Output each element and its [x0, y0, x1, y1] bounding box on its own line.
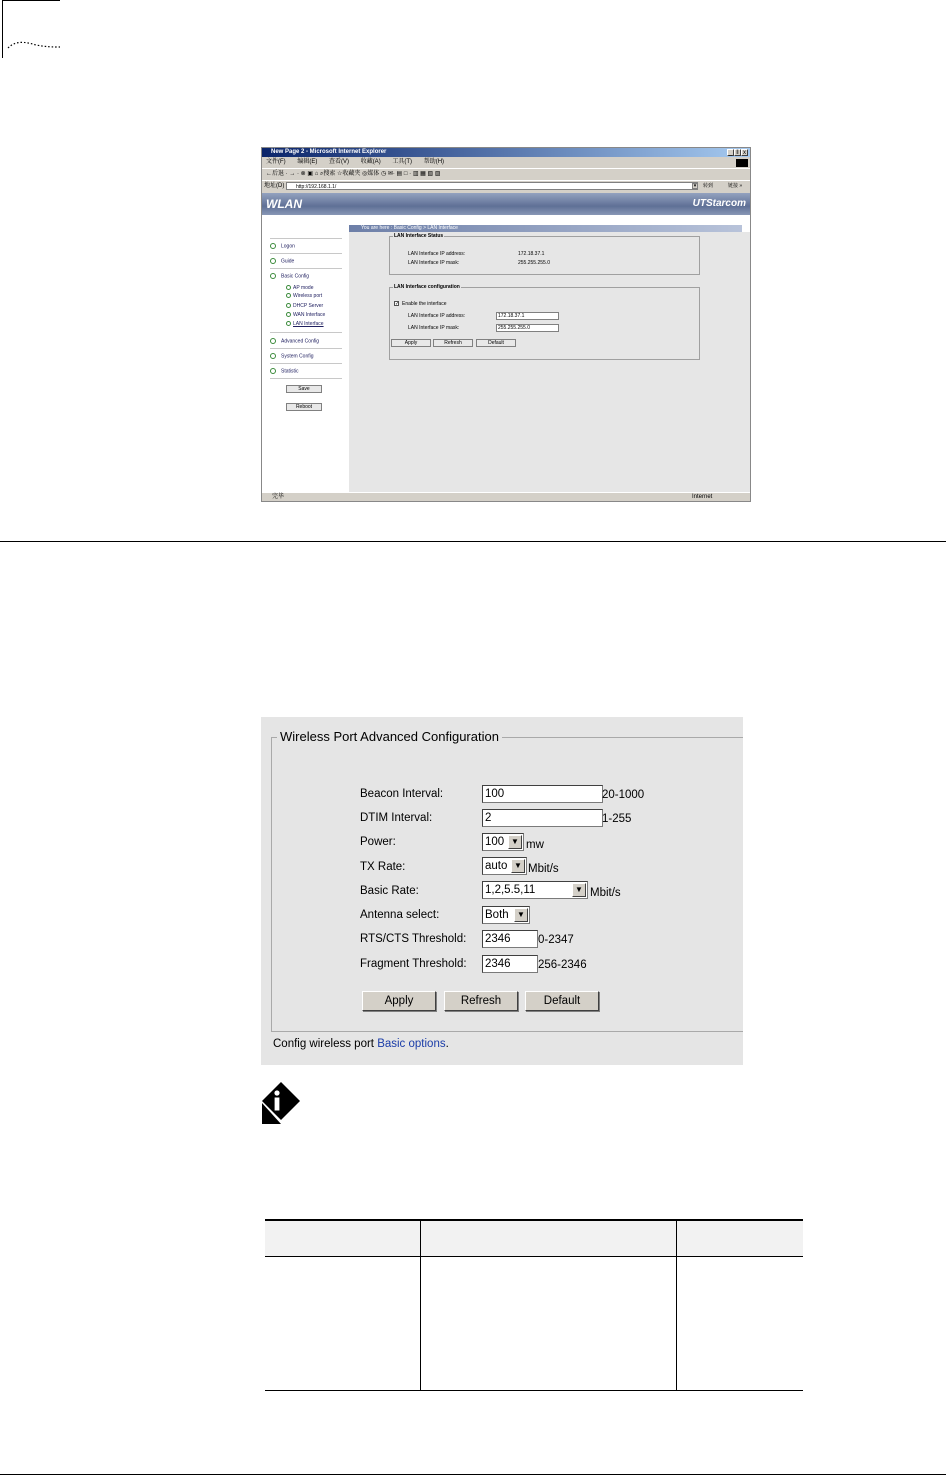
footer-period: . [445, 1038, 449, 1050]
table-header-row [265, 1221, 803, 1256]
note-icon [261, 1081, 301, 1125]
close-button[interactable]: x [743, 150, 746, 156]
tx-rate-unit: Mbit/s [528, 863, 559, 875]
panel-footer [273, 1037, 449, 1051]
antenna-select-label: Antenna select: [360, 909, 440, 921]
chevron-down-icon[interactable]: ▼ [511, 859, 525, 873]
nav-save-button[interactable]: Save [286, 385, 322, 393]
menu-tools[interactable]: 工具(T) [392, 159, 413, 165]
nav-rule [270, 363, 342, 364]
beacon-interval-label: Beacon Interval: [360, 788, 444, 800]
table-column-divider [676, 1221, 677, 1391]
nav-reboot-button[interactable]: Reboot [286, 403, 322, 411]
tx-rate-select[interactable] [482, 857, 527, 875]
dtim-interval-input[interactable]: 2 [482, 809, 603, 827]
nav-ap-mode[interactable]: AP mode [286, 285, 313, 291]
lan-refresh-button[interactable]: Refresh [433, 339, 473, 347]
browser-title-bar [262, 148, 750, 157]
table-column-divider [420, 1221, 421, 1391]
menu-favorites[interactable]: 收藏(A) [360, 159, 381, 165]
nav-advanced-config[interactable]: Advanced Config [270, 338, 319, 345]
nav-statistic[interactable]: Statistic [270, 368, 299, 375]
section-divider [0, 541, 946, 542]
nav-rule [270, 238, 342, 239]
status-ip-value: 172.18.37.1 [518, 251, 545, 257]
router-main [349, 232, 750, 492]
nav-rule [270, 268, 342, 269]
config-mask-input[interactable]: 255.255.255.0 [496, 324, 559, 332]
toolbar-buttons[interactable]: ←后退 · → · ⊗ ▣ ⌂ ⌕搜索 ☆收藏夹 ◎媒体 ◷ ✉· ▤ □ · ▥ ▦ ▧ ▨ [266, 171, 441, 177]
browser-content [262, 215, 750, 492]
fieldset-border-left [271, 737, 272, 1032]
fragment-threshold-range: 256-2346 [538, 959, 587, 971]
windows-logo-icon [736, 159, 748, 167]
config-ip-input[interactable]: 172.18.37.1 [496, 312, 559, 320]
status-zone: Internet [692, 494, 713, 500]
browser-menu-bar [262, 158, 750, 167]
panel-legend: Wireless Port Advanced Configuration [277, 729, 502, 745]
apply-button[interactable]: Apply [362, 991, 436, 1011]
status-mask-value: 255.255.255.0 [518, 260, 550, 266]
address-label: 地址(D) [264, 183, 285, 189]
enable-interface-checkbox[interactable]: ✓ [395, 301, 400, 307]
antenna-select[interactable] [482, 906, 530, 924]
footer-text: Config wireless port [273, 1038, 378, 1050]
banner-brand-logo: UTStarcom [692, 198, 746, 209]
nav-rule [270, 253, 342, 254]
dtim-interval-label: DTIM Interval: [360, 812, 433, 824]
browser-title: New Page 2 - Microsoft Internet Explorer [271, 149, 387, 155]
menu-file[interactable]: 文件(F) [266, 159, 286, 165]
browser-toolbar [262, 168, 750, 179]
router-nav [262, 225, 349, 492]
basic-rate-label: Basic Rate: [360, 885, 419, 897]
table-header-rule [265, 1256, 803, 1257]
nav-rule [270, 378, 342, 379]
power-select-value: 100 [485, 836, 505, 848]
minimize-button[interactable]: _ [728, 150, 733, 156]
fieldset-border-bottom [271, 1031, 743, 1032]
lan-config-legend: LAN Interface configuration [394, 284, 460, 290]
tx-rate-select-value: auto [485, 860, 508, 872]
lan-status-legend: LAN Interface Status [394, 233, 444, 239]
banner-wlan-logo: WLAN [266, 197, 302, 211]
menu-view[interactable]: 查看(V) [329, 159, 350, 165]
table-top-rule [265, 1219, 803, 1221]
nav-lan-interface[interactable]: LAN Interface [286, 321, 324, 327]
nav-wan-interface[interactable]: WAN Interface [286, 312, 325, 318]
maximize-button[interactable]: ǁ [734, 149, 741, 156]
router-banner [262, 193, 750, 215]
table-bottom-rule [265, 1390, 803, 1391]
browser-screenshot [261, 147, 751, 502]
rts-cts-threshold-input[interactable]: 2346 [482, 930, 538, 948]
page-corner-mark-top [2, 0, 60, 1]
beacon-interval-input[interactable]: 100 [482, 785, 603, 803]
config-mask-label: LAN Interface IP mask: [408, 325, 460, 331]
address-input[interactable]: http://192.168.1.1/ [286, 182, 698, 190]
nav-logon[interactable]: Logon [270, 243, 295, 250]
links-label[interactable]: 链接 » [728, 183, 743, 189]
tx-rate-label: TX Rate: [360, 861, 406, 873]
power-label: Power: [360, 836, 396, 848]
status-mask-label: LAN Interface IP mask: [408, 260, 460, 266]
menu-edit[interactable]: 编辑(E) [297, 159, 318, 165]
fragment-threshold-input[interactable]: 2346 [482, 955, 538, 973]
nav-basic-config[interactable]: Basic Config [270, 273, 309, 280]
basic-rate-select[interactable] [482, 881, 588, 899]
nav-dhcp-server[interactable]: DHCP Server [286, 303, 323, 309]
chevron-down-icon[interactable]: ▼ [508, 835, 522, 849]
enable-interface-label: Enable the interface [402, 301, 447, 307]
page-corner-dots [6, 38, 62, 50]
config-ip-label: LAN Interface IP address: [408, 313, 466, 319]
power-select[interactable] [482, 833, 524, 851]
refresh-button[interactable]: Refresh [444, 991, 518, 1011]
address-dropdown-icon[interactable]: ▾ [693, 183, 697, 189]
basic-rate-unit: Mbit/s [590, 887, 621, 899]
rts-cts-threshold-label: RTS/CTS Threshold: [360, 933, 467, 945]
lan-apply-button[interactable]: Apply [391, 339, 431, 347]
status-ip-label: LAN Interface IP address: [408, 251, 466, 257]
page-corner-mark [2, 0, 3, 58]
go-button[interactable]: 转到 [703, 183, 714, 189]
basic-options-link[interactable]: Basic options [377, 1038, 446, 1050]
power-unit: mw [526, 839, 544, 851]
nav-wireless-port[interactable]: Wireless port [286, 293, 322, 299]
rts-cts-threshold-range: 0-2347 [538, 934, 574, 946]
nav-guide[interactable]: Guide [270, 258, 294, 265]
router-breadcrumb: You are here : Basic Config > LAN Interface [349, 225, 742, 232]
default-button[interactable]: Default [525, 991, 599, 1011]
antenna-select-value: Both [485, 909, 509, 921]
chevron-down-icon[interactable]: ▼ [514, 908, 528, 922]
beacon-interval-range: 20-1000 [602, 789, 645, 801]
browser-status-bar [262, 492, 750, 502]
dtim-interval-range: 1-255 [602, 813, 632, 825]
page-bottom-rule [0, 1474, 946, 1475]
nav-rule [270, 348, 342, 349]
fragment-threshold-label: Fragment Threshold: [360, 958, 467, 970]
nav-system-config[interactable]: System Config [270, 353, 314, 360]
lan-default-button[interactable]: Default [476, 339, 516, 347]
nav-rule [270, 332, 342, 333]
basic-rate-select-value: 1,2,5.5,11 [485, 884, 536, 896]
status-text: 完毕 [272, 494, 285, 500]
chevron-down-icon[interactable]: ▼ [572, 883, 586, 897]
menu-help[interactable]: 帮助(H) [423, 159, 445, 165]
